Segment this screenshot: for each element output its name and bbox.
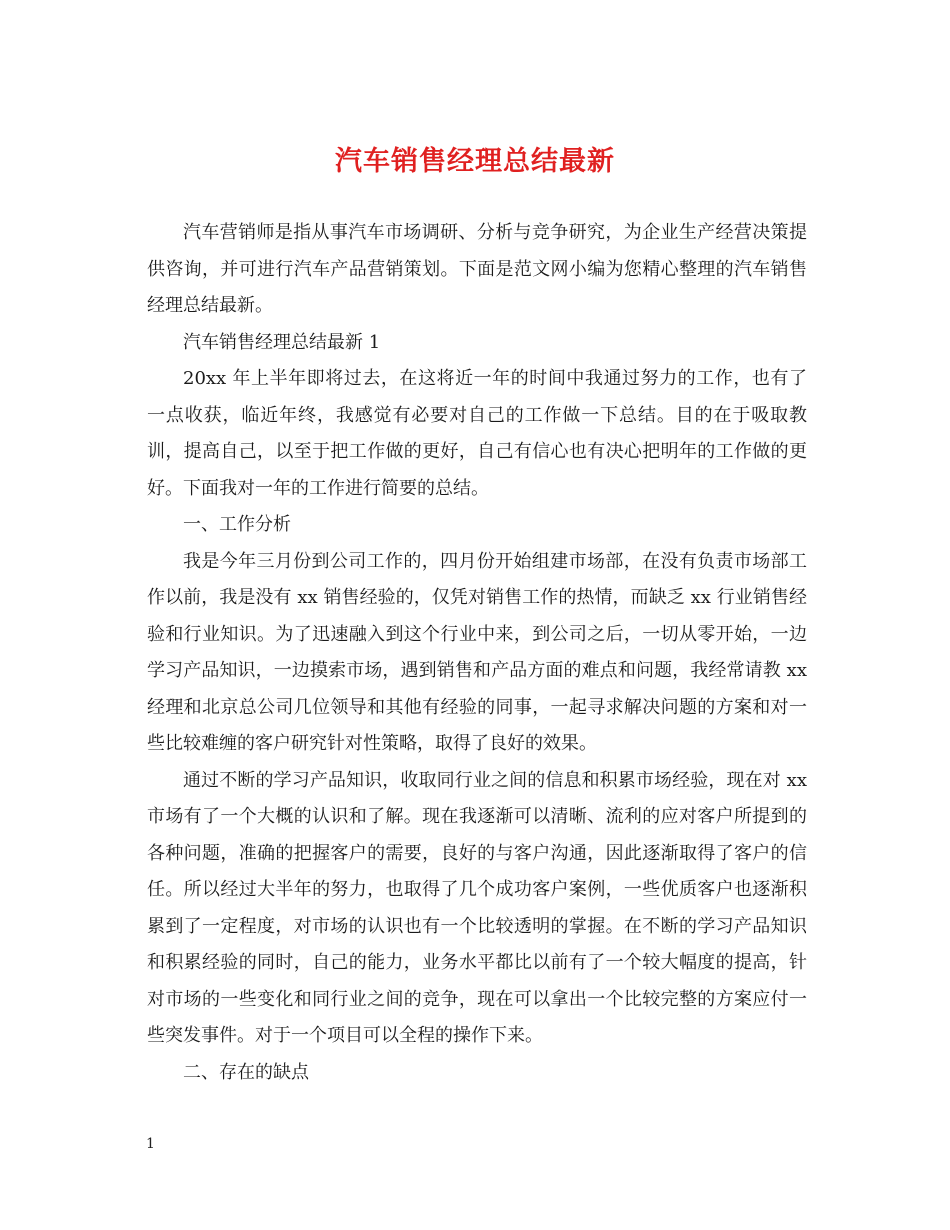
paragraph-intro: 汽车营销师是指从事汽车市场调研、分析与竞争研究，为企业生产经营决策提供咨询，并可进行汽车产品营销策划。下面是范文网小编为您精心整理的汽车销售经理总结最新。 bbox=[147, 222, 807, 316]
paragraph-progress: 通过不断的学习产品知识，收取同行业之间的信息和积累市场经验，现在对 xx 市场有了一个大概的认识和了解。现在我逐渐可以清晰、流利的应对客户所提到的各种问题，准确的把握客户的需要，良好的与客户沟通，因此逐渐取得了客户的信任。所以经过大半年的努力，也取得了几个成功客户案例，一些优质客户也逐渐积累到了一定程度，对市场的认识也有一个比较透明的掌握。在不断的学习产品知识和积累经验的同时，自己的能力，业务水平都比以前有了一个较大幅度的提高，针对市场的一些变化和同行业之间的竞争，现在可以拿出一个比较完整的方案应付一些突发事件。对于一个项目可以全程的操作下来。 bbox=[147, 769, 807, 1046]
section-heading-shortcomings: 二、存在的缺点 bbox=[183, 1061, 309, 1083]
page-number: 1 bbox=[146, 1136, 155, 1152]
document-body bbox=[147, 215, 807, 1091]
paragraph-overview: 20xx 年上半年即将过去，在这将近一年的时间中我通过努力的工作，也有了一点收获，临近年终，我感觉有必要对自己的工作做一下总结。目的在于吸取教训，提高自己，以至于把工作做的更好，自己有信心也有决心把明年的工作做的更好。下面我对一年的工作进行简要的总结。 bbox=[147, 368, 807, 499]
document-title: 汽车销售经理总结最新 bbox=[335, 146, 615, 177]
paragraph-work-analysis: 我是今年三月份到公司工作的，四月份开始组建市场部，在没有负责市场部工作以前，我是没有 xx 销售经验的，仅凭对销售工作的热情，而缺乏 xx 行业销售经验和行业知识。为了迅速融入到这个行业中来，到公司之后，一切从零开始，一边学习产品知识，一边摸索市场，遇到销售和产品方面的难点和问题，我经常请教 xx 经理和北京总公司几位领导和其他有经验的同事，一起寻求解决问题的方案和对一些比较难缠的客户研究针对性策略，取得了良好的效果。 bbox=[147, 550, 807, 754]
section-heading-work-analysis: 一、工作分析 bbox=[183, 514, 291, 535]
section-heading-summary-1: 汽车销售经理总结最新 1 bbox=[183, 331, 381, 353]
